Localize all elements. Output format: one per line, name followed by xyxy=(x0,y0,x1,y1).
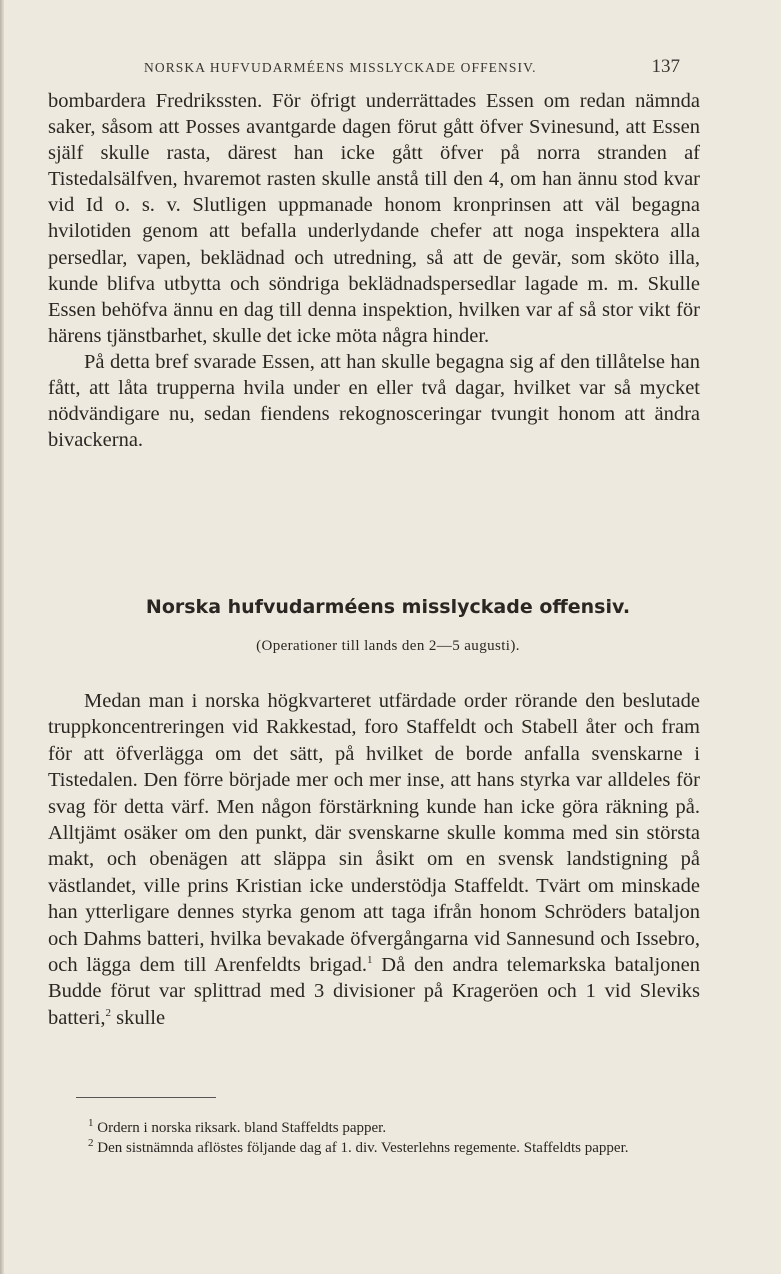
footnote-marker: 2 xyxy=(88,1137,94,1149)
section-title: Norska hufvudarméens misslyckade offensiv. xyxy=(145,596,631,618)
paragraph-text: Medan man i norska högkvarteret utfärdade order rörande den beslutade truppkoncentreringen vid Rakkestad, foro Staffeldt och Stabell åter och fram för att öfverlägga om det sätt, på hvilket de borde anfalla svenskarne i Tistedalen. Den förre började mer och mer inse, att hans styrka var alldeles för svag för detta värf. Men någon förstärkning kunde han icke göra räkning på. Alltjämt osäker om den punkt, där svenskarne skulle komma med sin största makt, och obenägen att släppa sin åsikt om en svensk landstigning på västlandet, ville prins Kristian icke understödja Staffeldt. Tvärt om minskade han ytterligare dennes styrka genom att taga ifrån honom Schröders bataljon och Dahms batteri, hvilka bevakade öfvergångarna vid Sannesund och Issebro, och lägga dem till Arenfeldts brigad. xyxy=(48,690,700,977)
page-header xyxy=(48,56,708,86)
footnote-ref: 1 xyxy=(367,954,373,967)
paragraph-text: Då den andra telemarkska bataljonen Budde förut var splittrad med 3 divisioner på Krageröen och 1 vid Sleviks batteri, xyxy=(48,954,700,1029)
body-text-main xyxy=(48,688,700,1031)
footnote xyxy=(48,1118,700,1138)
running-head: NORSKA HUFVUDARMÉENS MISSLYCKADE OFFENSIV. xyxy=(144,60,537,75)
footnote xyxy=(48,1138,700,1158)
footnote-divider xyxy=(76,1097,216,1098)
paragraph: På detta bref svarade Essen, att han skulle begagna sig af den tillåtelse han fått, att låta trupperna hvila under en eller två dagar, hvilket var så mycket nödvändigare nu, sedan fiendens rekognosceringar tvungit honom att ändra bivackerna. xyxy=(48,350,700,452)
footnote-marker: 1 xyxy=(88,1117,94,1129)
section-subtitle: (Operationer till lands den 2—5 augusti). xyxy=(256,638,520,654)
footnote-ref: 2 xyxy=(105,1007,111,1020)
page-number: 137 xyxy=(651,56,680,77)
footnote-text: Ordern i norska riksark. bland Staffeldts papper. xyxy=(93,1120,387,1136)
paragraph: bombardera Fredrikssten. För öfrigt underrättades Essen om redan nämnda saker, såsom att Posses avantgarde dagen förut gått öfver Svinesund, att Essen själf skulle rasta, därest han icke gått öfver på norra stranden af Tistedalsälfven, hvaremot rasten skulle anstå till den 4, om han ännu stod kvar vid Id o. s. v. Slutligen uppmanade honom kronprinsen att väl begagna hvilotiden genom att befalla underlydande chefer att noga inspektera alla persedlar, vapen, beklädnad och utredning, så att de gevär, som sköto illa, kunde blifva utbytta och söndriga beklädnadspersedlar lagade m. m. Skulle Essen behöfva ännu en dag till denna inspektion, hvilken var af så stor vikt för härens tjänstbarhet, skulle det icke möta några hinder. xyxy=(48,90,700,347)
paragraph-text: skulle xyxy=(111,1006,166,1029)
page-binding-edge xyxy=(0,0,4,1274)
paragraph xyxy=(48,688,700,1031)
footnotes xyxy=(48,1118,700,1158)
footnote-text: Den sistnämnda aflöstes följande dag af 1. div. Vesterlehns regemente. Staffeldts papper. xyxy=(93,1140,629,1156)
body-text-top xyxy=(48,88,700,453)
